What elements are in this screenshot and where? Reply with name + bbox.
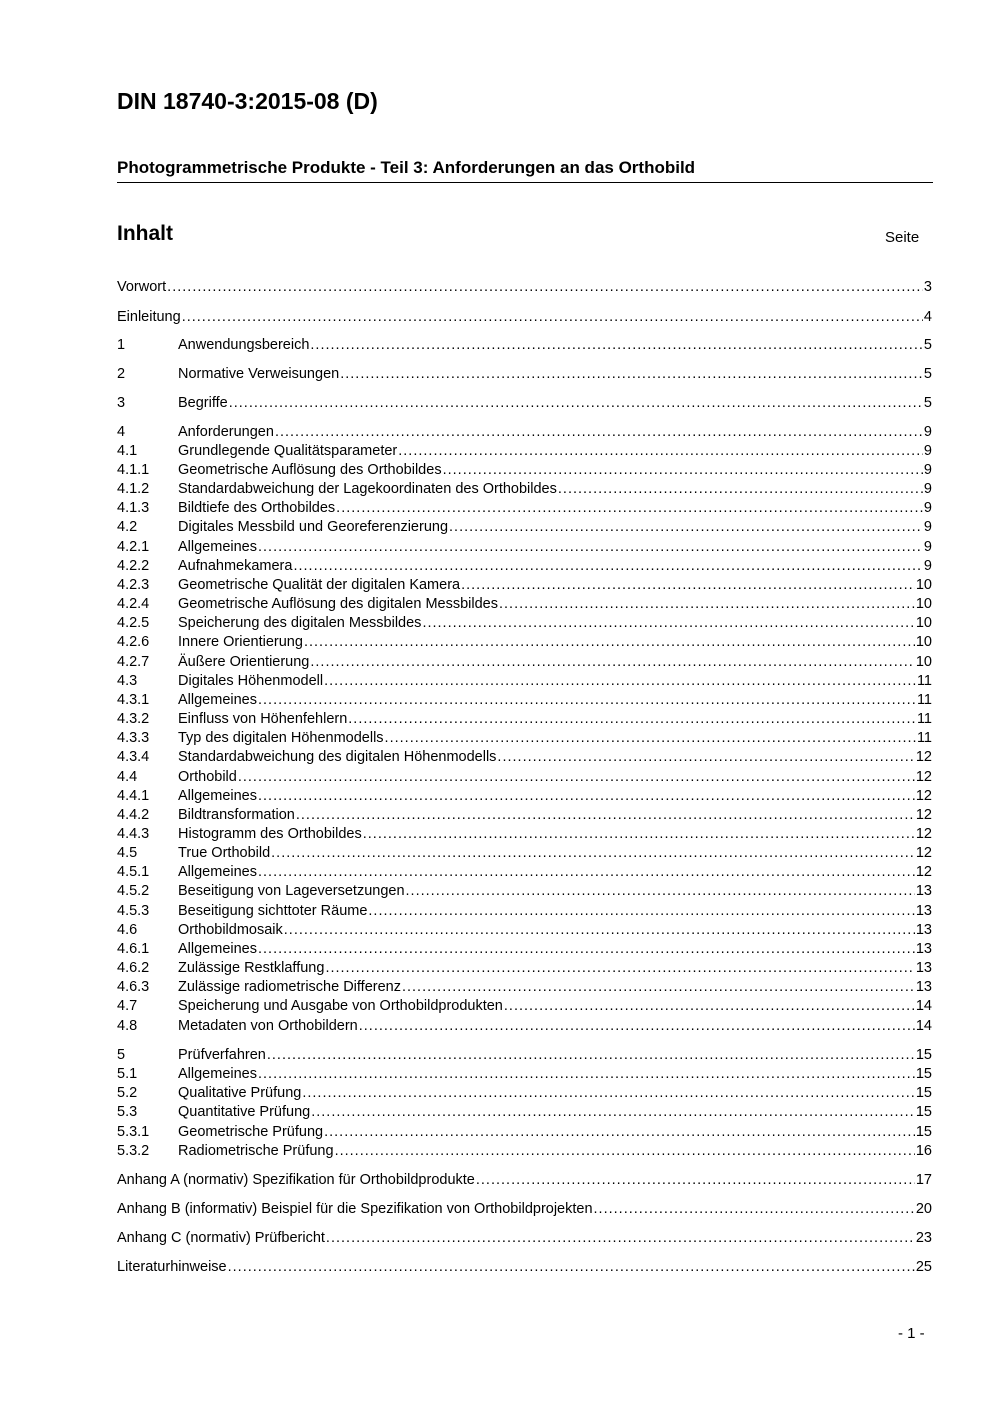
toc-entry: [117, 768, 932, 787]
toc-entry-title: Innere Orientierung: [178, 634, 303, 650]
toc-entry: [117, 825, 932, 844]
toc-leader-dots: [335, 1142, 915, 1161]
toc-entry-page: 13: [915, 979, 932, 995]
toc-entry-title: Quantitative Prüfung: [178, 1104, 311, 1120]
toc-entry-title: Anforderungen: [178, 424, 274, 440]
toc-entry-title: Digitales Höhenmodell: [178, 673, 324, 689]
toc-entry-title: Normative Verweisungen: [178, 366, 340, 382]
toc-leader-dots: [275, 423, 923, 442]
toc-entry: [117, 614, 932, 633]
toc-entry: [117, 691, 932, 710]
toc-entry-number: 4.2.7: [117, 654, 150, 670]
toc-entry-number: 3: [117, 395, 126, 411]
toc-entry-page: 12: [915, 807, 932, 823]
toc-entry-title: Geometrische Auflösung des Orthobildes: [178, 462, 442, 478]
toc-leader-dots: [310, 336, 923, 355]
toc-entry: [117, 538, 932, 557]
toc-leader-dots: [398, 442, 923, 461]
toc-entry-page: 12: [915, 845, 932, 861]
toc-entry-title: Zulässige radiometrische Differenz: [178, 979, 401, 995]
toc-entry-page: 15: [915, 1085, 932, 1101]
toc-entry-title: Standardabweichung des digitalen Höhenmodells: [178, 749, 497, 765]
toc-entry-page: 20: [915, 1201, 932, 1217]
toc-entry-page: 13: [915, 941, 932, 957]
toc-entry-title: Einleitung: [117, 309, 181, 325]
toc-entry-number: 4.4: [117, 769, 138, 785]
toc-leader-dots: [594, 1200, 915, 1219]
toc-entry-page: 15: [915, 1124, 932, 1140]
toc-entry-page: 10: [915, 596, 932, 612]
toc-entry-title: Begriffe: [178, 395, 228, 411]
toc-entry: [117, 729, 932, 748]
toc-entry-page: 4: [923, 309, 932, 325]
toc-entry-page: 9: [923, 539, 932, 555]
toc-leader-dots: [238, 768, 915, 787]
toc-entry-title: Einfluss von Höhenfehlern: [178, 711, 348, 727]
toc-leader-dots: [228, 1258, 915, 1277]
toc-entry-page: 5: [923, 395, 932, 411]
toc-leader-dots: [499, 595, 915, 614]
toc-leader-dots: [363, 825, 915, 844]
toc-entry-page: 23: [915, 1230, 932, 1246]
toc-entry-title: Prüfverfahren: [178, 1047, 266, 1063]
toc-entry-page: 9: [923, 424, 932, 440]
toc-leader-dots: [449, 518, 923, 537]
toc-entry-number: 4.3.4: [117, 749, 150, 765]
toc-entry-page: 5: [923, 366, 932, 382]
toc-entry-page: 14: [915, 1018, 932, 1034]
toc-entry-number: 4.2.6: [117, 634, 150, 650]
toc-leader-dots: [359, 1017, 915, 1036]
toc-entry-number: 4.2.4: [117, 596, 150, 612]
toc-entry-number: 4.2.2: [117, 558, 150, 574]
toc-entry-page: 14: [915, 998, 932, 1014]
toc-entry-number: 4.2.5: [117, 615, 150, 631]
toc-entry: [117, 902, 932, 921]
toc-entry-number: 4.6: [117, 922, 138, 938]
toc-entry-title: Beseitigung sichttoter Räume: [178, 903, 368, 919]
toc-entry: [117, 480, 932, 499]
toc-entry-title: Aufnahmekamera: [178, 558, 293, 574]
toc-entry: [117, 278, 932, 297]
toc-leader-dots: [311, 1103, 915, 1122]
toc-entry-title: Orthobild: [178, 769, 237, 785]
toc-leader-dots: [304, 633, 915, 652]
toc-entry-title: Speicherung des digitalen Messbildes: [178, 615, 422, 631]
toc-entry: [117, 461, 932, 480]
toc-entry: [117, 308, 932, 327]
toc-entry-page: 9: [923, 443, 932, 459]
toc-leader-dots: [296, 806, 915, 825]
toc-leader-dots: [406, 882, 915, 901]
toc-entry-number: 5.3.1: [117, 1124, 150, 1140]
toc-entry-number: 4.2.3: [117, 577, 150, 593]
toc-entry-page: 9: [923, 519, 932, 535]
footer-page-number: - 1 -: [898, 1325, 925, 1342]
toc-entry-title: Typ des digitalen Höhenmodells: [178, 730, 384, 746]
toc-entry: [117, 844, 932, 863]
toc-entry: [117, 1171, 932, 1190]
toc-entry: [117, 1065, 932, 1084]
toc-entry: [117, 1103, 932, 1122]
toc-entry-page: 25: [915, 1259, 932, 1275]
toc-leader-dots: [258, 691, 916, 710]
toc-entry-page: 11: [916, 692, 932, 708]
toc-entry-page: 9: [923, 481, 932, 497]
toc-entry-number: 5.1: [117, 1066, 138, 1082]
toc-leader-dots: [504, 997, 915, 1016]
toc-entry-title: Äußere Orientierung: [178, 654, 310, 670]
toc-entry-number: 1: [117, 337, 126, 353]
toc-entry: [117, 518, 932, 537]
toc-leader-dots: [324, 672, 916, 691]
toc-entry-number: 4.2.1: [117, 539, 150, 555]
toc-entry-page: 5: [923, 337, 932, 353]
toc-entry-title: Anhang A (normativ) Spezifikation für Orthobildprodukte: [117, 1172, 475, 1188]
toc-entry-title: Radiometrische Prüfung: [178, 1143, 334, 1159]
toc-entry-page: 15: [915, 1104, 932, 1120]
document-id: DIN 18740-3:2015-08 (D): [117, 88, 378, 114]
toc-entry-page: 11: [916, 711, 932, 727]
toc-leader-dots: [284, 921, 915, 940]
toc-entry-title: Metadaten von Orthobildern: [178, 1018, 358, 1034]
toc-entry-number: 5.3.2: [117, 1143, 150, 1159]
toc-entry-title: Anhang C (normativ) Prüfbericht: [117, 1230, 325, 1246]
toc-entry: [117, 672, 932, 691]
toc-entry-page: 12: [915, 788, 932, 804]
toc-entry-number: 4.1: [117, 443, 138, 459]
toc-entry-number: 4.1.2: [117, 481, 150, 497]
toc-entry-title: Qualitative Prüfung: [178, 1085, 302, 1101]
toc-leader-dots: [340, 365, 923, 384]
toc-entry: [117, 1123, 932, 1142]
toc-entry-number: 4.6.3: [117, 979, 150, 995]
toc-entry-number: 4.7: [117, 998, 138, 1014]
toc-entry-page: 15: [915, 1047, 932, 1063]
toc-entry-title: Orthobildmosaik: [178, 922, 283, 938]
toc-entry-page: 13: [915, 903, 932, 919]
toc-leader-dots: [310, 653, 914, 672]
toc-entry-number: 5.2: [117, 1085, 138, 1101]
toc-entry-title: Anwendungsbereich: [178, 337, 310, 353]
toc-entry-number: 4.5.1: [117, 864, 150, 880]
toc-leader-dots: [385, 729, 916, 748]
toc-entry: [117, 978, 932, 997]
toc-leader-dots: [325, 959, 914, 978]
toc-entry: [117, 1046, 932, 1065]
toc-entry-title: Allgemeines: [178, 788, 257, 804]
toc-entry: [117, 1017, 932, 1036]
toc-entry-number: 4.5.3: [117, 903, 150, 919]
toc-entry-number: 4.4.3: [117, 826, 150, 842]
toc-entry-title: Anhang B (informativ) Beispiel für die Spezifikation von Orthobildprojekten: [117, 1201, 593, 1217]
toc-entry: [117, 1200, 932, 1219]
toc-leader-dots: [443, 461, 923, 480]
toc-entry: [117, 653, 932, 672]
toc-entry: [117, 787, 932, 806]
toc-entry-title: Allgemeines: [178, 864, 257, 880]
toc-entry-page: 11: [916, 730, 932, 746]
toc-entry-page: 9: [923, 462, 932, 478]
toc-entry-title: Vorwort: [117, 279, 167, 295]
toc-entry-page: 16: [915, 1143, 932, 1159]
toc-entry-page: 13: [915, 960, 932, 976]
toc-entry-page: 12: [915, 864, 932, 880]
toc-entry-number: 4.3.1: [117, 692, 150, 708]
toc-entry-title: Zulässige Restklaffung: [178, 960, 325, 976]
toc-entry-number: 4: [117, 424, 126, 440]
toc-entry: [117, 1142, 932, 1161]
toc-entry: [117, 633, 932, 652]
toc-entry-number: 4.3.3: [117, 730, 150, 746]
toc-entry: [117, 423, 932, 442]
toc-entry-number: 4.6.1: [117, 941, 150, 957]
toc-entry: [117, 595, 932, 614]
toc-entry-number: 4.5: [117, 845, 138, 861]
toc-entry-page: 12: [915, 769, 932, 785]
toc-leader-dots: [258, 538, 923, 557]
toc-leader-dots: [182, 308, 923, 327]
toc-leader-dots: [326, 1229, 915, 1248]
toc-entry-number: 4.3.2: [117, 711, 150, 727]
toc-leader-dots: [558, 480, 923, 499]
toc-entry: [117, 863, 932, 882]
toc-leader-dots: [267, 1046, 915, 1065]
toc-leader-dots: [336, 499, 923, 518]
toc-entry-number: 2: [117, 366, 126, 382]
toc-entry-page: 3: [923, 279, 932, 295]
toc-entry: [117, 365, 932, 384]
toc-entry: [117, 959, 932, 978]
toc-entry: [117, 710, 932, 729]
contents-heading: Inhalt: [117, 222, 173, 245]
toc-entry-title: Geometrische Qualität der digitalen Kamera: [178, 577, 461, 593]
toc-entry-page: 10: [915, 654, 932, 670]
toc-entry-number: 4.6.2: [117, 960, 150, 976]
toc-entry: [117, 576, 932, 595]
toc-entry-number: 4.3: [117, 673, 138, 689]
toc-entry: [117, 557, 932, 576]
toc-leader-dots: [324, 1123, 915, 1142]
document-subtitle: Photogrammetrische Produkte - Teil 3: Anforderungen an das Orthobild: [117, 158, 933, 183]
toc-leader-dots: [258, 787, 915, 806]
toc-entry-title: Literaturhinweise: [117, 1259, 227, 1275]
toc-entry-title: Bildtiefe des Orthobildes: [178, 500, 336, 516]
toc-entry-page: 15: [915, 1066, 932, 1082]
toc-leader-dots: [497, 748, 914, 767]
toc-leader-dots: [368, 902, 914, 921]
toc-entry-number: 5.3: [117, 1104, 138, 1120]
page-column-label: Seite: [885, 229, 920, 246]
toc-entry: [117, 1084, 932, 1103]
toc-entry-number: 4.4.1: [117, 788, 150, 804]
toc-entry: [117, 940, 932, 959]
toc-entry-title: Allgemeines: [178, 539, 257, 555]
toc-entry-title: True Orthobild: [178, 845, 271, 861]
toc-entry-page: 11: [916, 673, 932, 689]
toc-entry-title: Geometrische Prüfung: [178, 1124, 324, 1140]
toc-entry-title: Histogramm des Orthobildes: [178, 826, 362, 842]
toc-entry-number: 4.5.2: [117, 883, 150, 899]
toc-entry: [117, 1258, 932, 1277]
toc-leader-dots: [461, 576, 915, 595]
toc-entry-page: 12: [915, 749, 932, 765]
toc-entry-page: 9: [923, 558, 932, 574]
toc-leader-dots: [258, 863, 915, 882]
toc-entry-title: Beseitigung von Lageversetzungen: [178, 883, 405, 899]
toc-leader-dots: [348, 710, 916, 729]
toc-entry: [117, 921, 932, 940]
toc-entry-page: 12: [915, 826, 932, 842]
toc-leader-dots: [476, 1171, 915, 1190]
toc-entry-number: 4.1.3: [117, 500, 150, 516]
toc-entry: [117, 1229, 932, 1248]
toc-entry-page: 10: [915, 615, 932, 631]
toc-entry-page: 17: [915, 1172, 932, 1188]
toc-entry: [117, 499, 932, 518]
toc-entry: [117, 748, 932, 767]
toc-entry-page: 9: [923, 500, 932, 516]
toc-entry-title: Digitales Messbild und Georeferenzierung: [178, 519, 449, 535]
toc-entry-title: Allgemeines: [178, 692, 257, 708]
toc-leader-dots: [422, 614, 914, 633]
toc-entry-title: Grundlegende Qualitätsparameter: [178, 443, 398, 459]
toc-entry-page: 13: [915, 883, 932, 899]
toc-entry: [117, 394, 932, 413]
toc-entry-page: 13: [915, 922, 932, 938]
toc-leader-dots: [258, 940, 915, 959]
toc-leader-dots: [402, 978, 915, 997]
toc-entry-title: Allgemeines: [178, 1066, 257, 1082]
toc-leader-dots: [229, 394, 923, 413]
toc-entry-number: 4.1.1: [117, 462, 150, 478]
toc-entry: [117, 806, 932, 825]
toc-entry-page: 10: [915, 577, 932, 593]
toc-entry-title: Speicherung und Ausgabe von Orthobildprodukten: [178, 998, 503, 1014]
toc-entry: [117, 997, 932, 1016]
toc-leader-dots: [271, 844, 915, 863]
toc-entry: [117, 336, 932, 355]
toc-entry-number: 5: [117, 1047, 126, 1063]
toc-entry-title: Allgemeines: [178, 941, 257, 957]
toc-entry: [117, 442, 932, 461]
toc-entry-title: Bildtransformation: [178, 807, 295, 823]
toc-leader-dots: [293, 557, 922, 576]
toc-entry: [117, 882, 932, 901]
toc-leader-dots: [258, 1065, 915, 1084]
toc-entry-title: Geometrische Auflösung des digitalen Messbildes: [178, 596, 498, 612]
toc-leader-dots: [302, 1084, 915, 1103]
toc-entry-page: 10: [915, 634, 932, 650]
toc-entry-number: 4.2: [117, 519, 138, 535]
toc-leader-dots: [167, 278, 923, 297]
toc-entry-title: Standardabweichung der Lagekoordinaten des Orthobildes: [178, 481, 557, 497]
toc-entry-number: 4.8: [117, 1018, 138, 1034]
toc-entry-number: 4.4.2: [117, 807, 150, 823]
